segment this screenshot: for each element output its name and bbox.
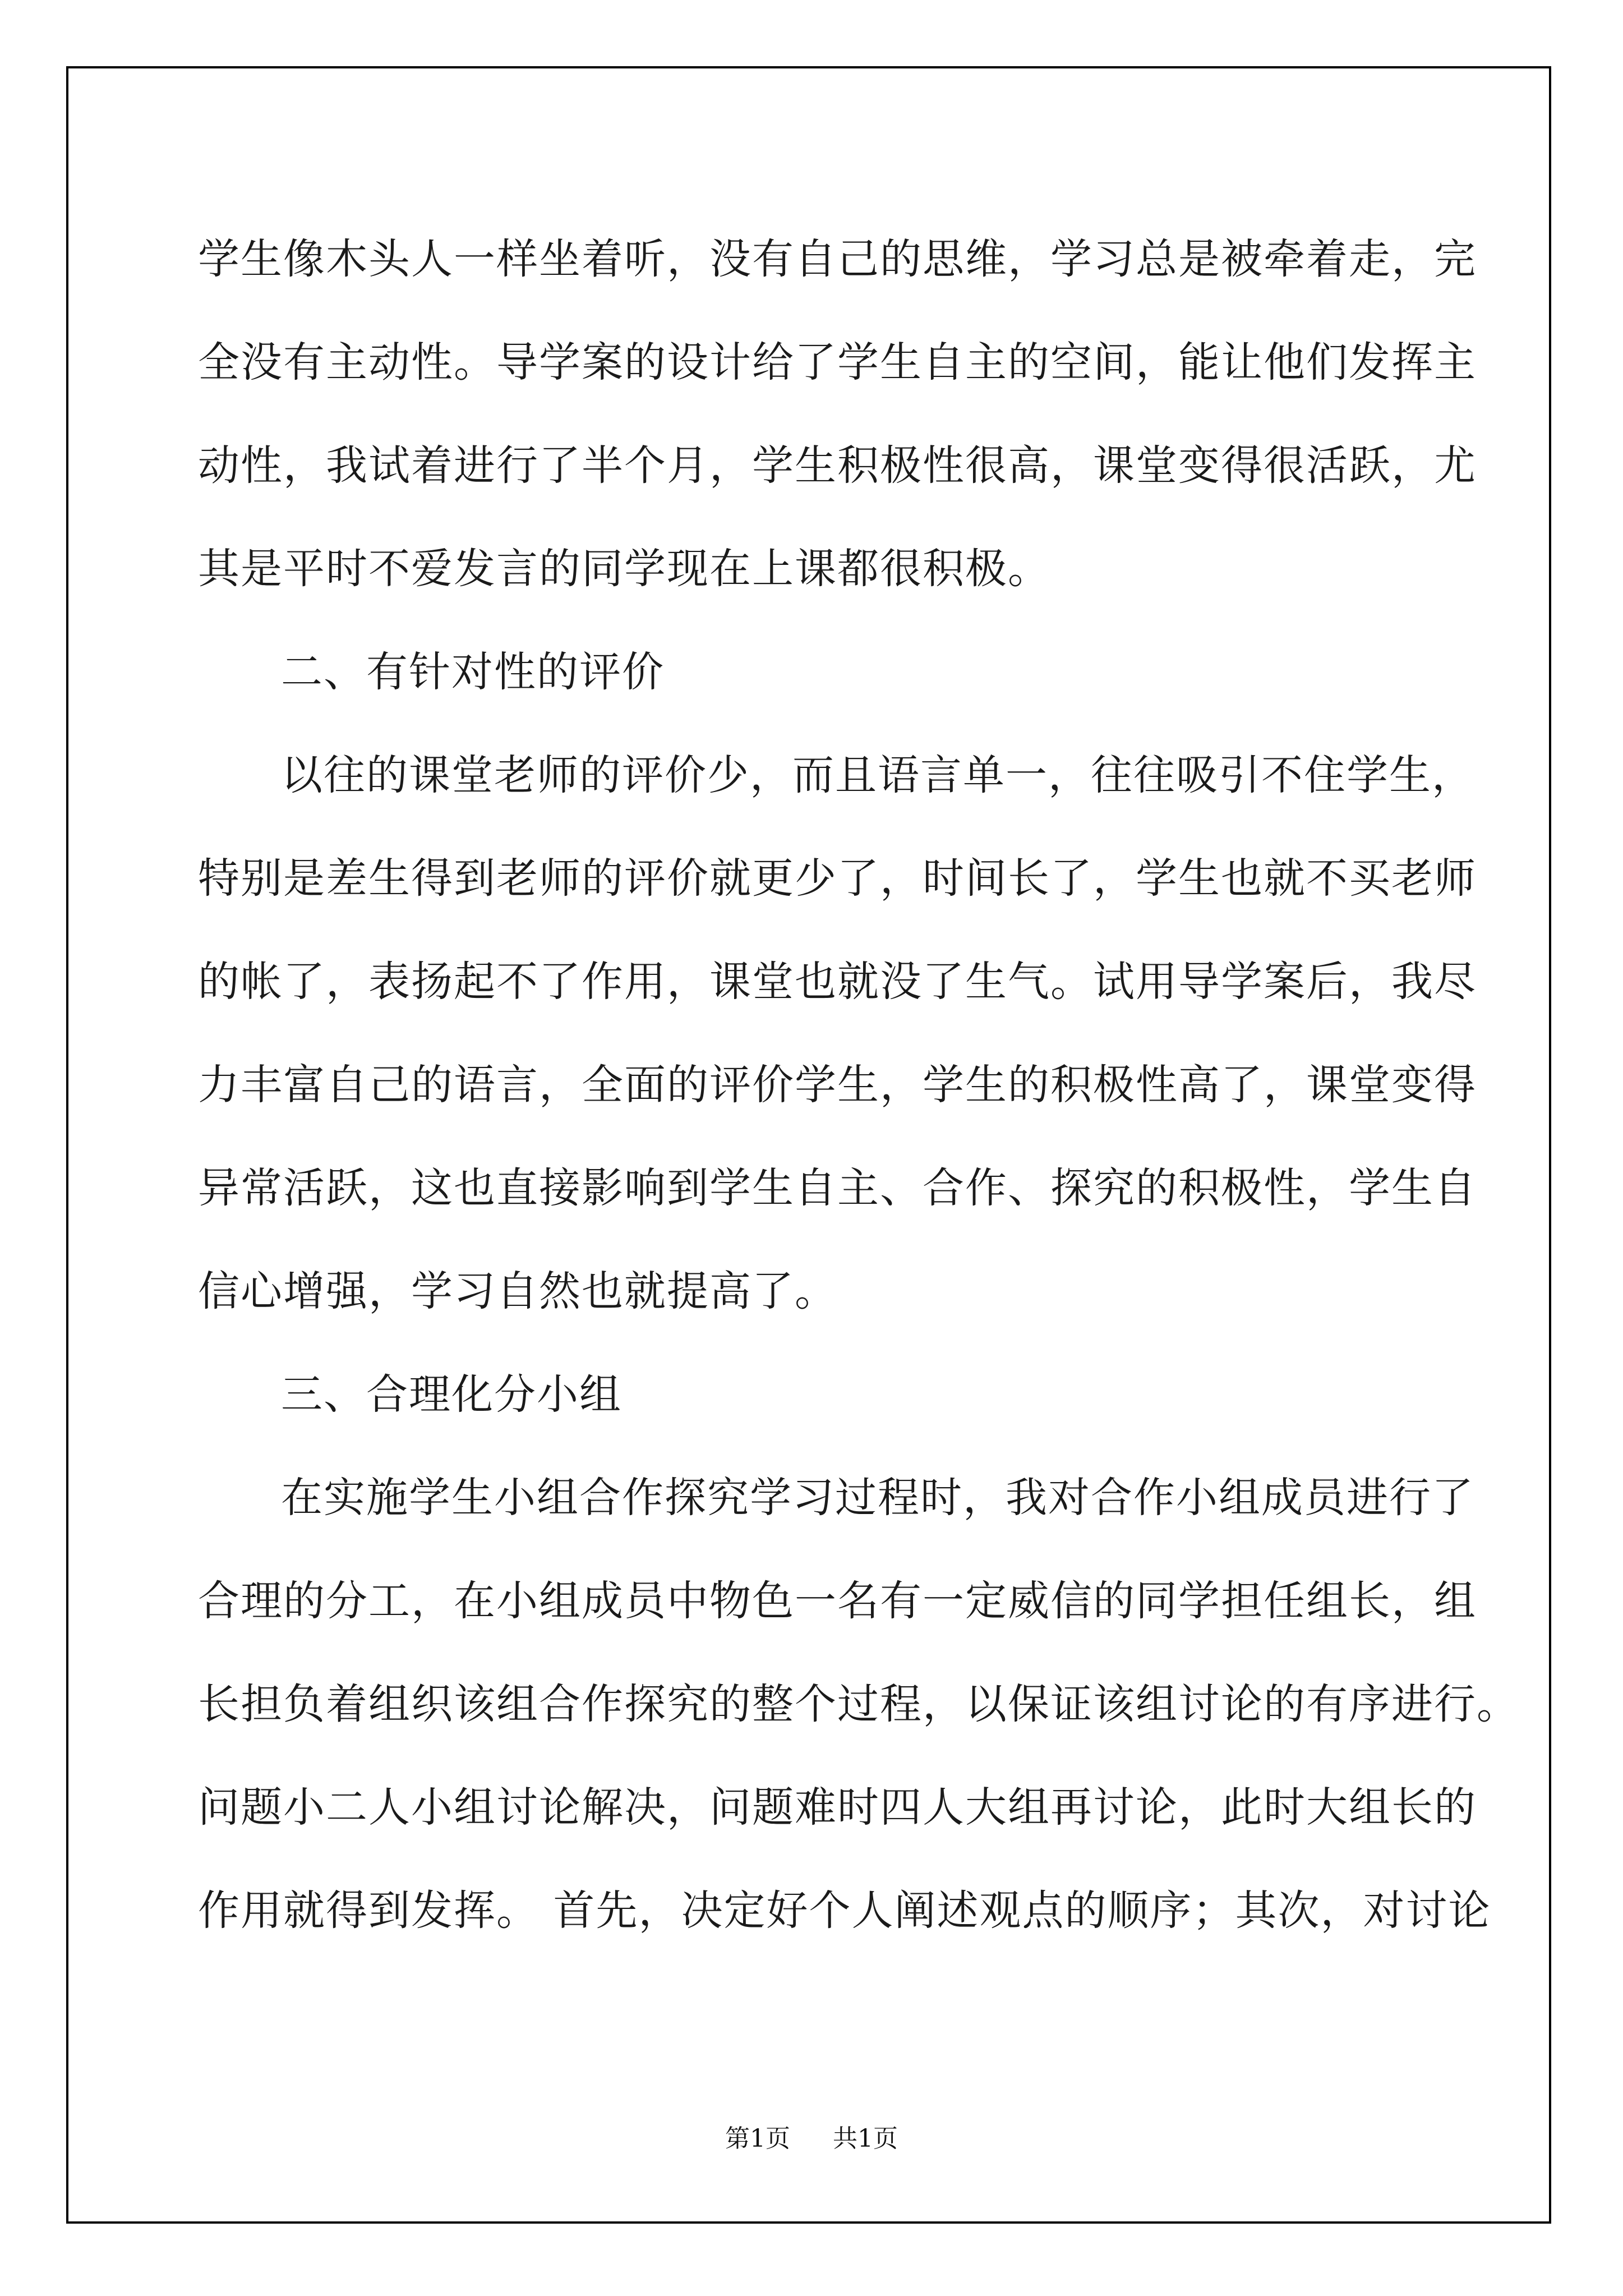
text-line: 动性，我试着进行了半个月，学生积极性很高，课堂变得很活跃，尤 [198, 441, 1477, 490]
text-line: 全没有主动性。导学案的设计给了学生自主的空间，能让他们发挥主 [198, 338, 1477, 386]
text-line: 合理的分工，在小组成员中物色一名有一定威信的同学担任组长，组 [198, 1577, 1477, 1625]
text-line: 长担负着组织该组合作探究的整个过程，以保证该组讨论的有序进行。 [198, 1680, 1519, 1728]
text-line: 特别是差生得到老师的评价就更少了，时间长了，学生也就不买老师 [198, 854, 1477, 903]
document-body [198, 208, 1519, 1962]
section-heading-3: 三、合理化分小组 [281, 1370, 622, 1419]
text-line: 其是平时不爱发言的同学现在上课都很积极。 [198, 545, 1050, 593]
page-total: 共1页 [833, 2124, 898, 2153]
text-line: 作用就得到发挥。 首先，决定好个人阐述观点的顺序；其次，对讨论 [198, 1887, 1491, 1935]
section-heading-2: 二、有针对性的评价 [281, 648, 665, 696]
text-line: 信心增强，学习自然也就提高了。 [198, 1267, 837, 1315]
text-line: 在实施学生小组合作探究学习过程时，我对合作小组成员进行了 [281, 1474, 1474, 1522]
page-footer [0, 2118, 1623, 2154]
text-line: 问题小二人小组讨论解决，问题难时四人大组再讨论，此时大组长的 [198, 1783, 1477, 1832]
text-line: 力丰富自己的语言，全面的评价学生，学生的积极性高了，课堂变得 [198, 1061, 1477, 1109]
page-number: 第1页 [725, 2124, 790, 2153]
text-line: 以往的课堂老师的评价少，而且语言单一，往往吸引不住学生， [281, 751, 1474, 799]
text-line: 的帐了，表扬起不了作用，课堂也就没了生气。试用导学案后，我尽 [198, 958, 1477, 1006]
text-line: 学生像木头人一样坐着听，没有自己的思维，学习总是被牵着走，完 [198, 235, 1477, 283]
text-line: 异常活跃，这也直接影响到学生自主、合作、探究的积极性，学生自 [198, 1164, 1477, 1212]
